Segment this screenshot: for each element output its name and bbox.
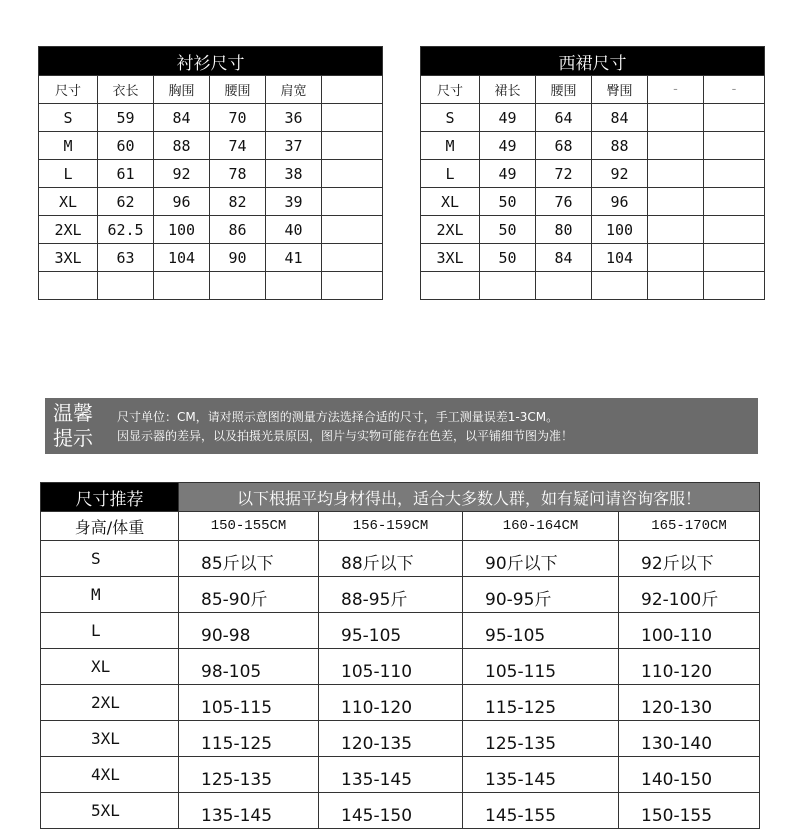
table-cell: S	[421, 104, 480, 132]
weight-range: 105-115	[463, 649, 619, 685]
table-cell: 50	[480, 244, 536, 272]
table-cell: 49	[480, 104, 536, 132]
shirt-size-table	[38, 46, 383, 300]
shirt-header-row	[39, 76, 383, 104]
table-cell	[704, 160, 765, 188]
table-cell: 104	[592, 244, 648, 272]
table-cell	[322, 132, 383, 160]
table-cell: 82	[210, 188, 266, 216]
table-cell: 84	[154, 104, 210, 132]
table-cell: 88	[154, 132, 210, 160]
weight-range: 125-135	[179, 757, 319, 793]
tips-label	[49, 401, 97, 451]
table-cell	[210, 272, 266, 300]
skirt-size-table	[420, 46, 765, 300]
table-cell: 62	[98, 188, 154, 216]
table-cell	[322, 272, 383, 300]
table-cell	[704, 216, 765, 244]
table-cell: 100	[154, 216, 210, 244]
table-cell	[704, 132, 765, 160]
weight-range: 90-95斤	[463, 577, 619, 613]
table-row	[41, 685, 760, 721]
range-label: 身高/体重	[41, 512, 179, 541]
table-cell: M	[39, 132, 98, 160]
height-range: 165-170CM	[619, 512, 760, 541]
table-cell: 78	[210, 160, 266, 188]
table-row	[39, 244, 383, 272]
skirt-header-row	[421, 76, 765, 104]
size-label: 3XL	[41, 721, 179, 757]
height-range-row	[41, 512, 760, 541]
table-row	[421, 160, 765, 188]
column-header: 腰围	[210, 76, 266, 104]
table-row	[39, 188, 383, 216]
table-cell	[704, 244, 765, 272]
table-cell: 37	[266, 132, 322, 160]
column-header: 臀围	[592, 76, 648, 104]
table-row	[421, 188, 765, 216]
table-cell: 104	[154, 244, 210, 272]
table-cell: 96	[154, 188, 210, 216]
weight-range: 110-120	[319, 685, 463, 721]
column-header: 尺寸	[421, 76, 480, 104]
table-cell	[704, 104, 765, 132]
table-row	[41, 541, 760, 577]
tips-banner	[45, 398, 758, 454]
tips-text	[117, 408, 573, 446]
weight-range: 135-145	[179, 793, 319, 829]
skirt-table-title: 西裙尺寸	[421, 47, 765, 76]
table-cell: 50	[480, 188, 536, 216]
recommendation-note: 以下根据平均身材得出，适合大多数人群，如有疑问请咨询客服！	[179, 483, 760, 512]
table-cell	[648, 132, 704, 160]
size-label: L	[41, 613, 179, 649]
weight-range: 90斤以下	[463, 541, 619, 577]
weight-range: 120-130	[619, 685, 760, 721]
table-cell	[322, 244, 383, 272]
table-cell: 36	[266, 104, 322, 132]
table-cell: 92	[592, 160, 648, 188]
table-cell	[322, 188, 383, 216]
table-cell	[154, 272, 210, 300]
table-cell: 2XL	[39, 216, 98, 244]
column-header: 腰围	[536, 76, 592, 104]
table-cell	[322, 160, 383, 188]
table-row	[41, 577, 760, 613]
table-cell: 49	[480, 132, 536, 160]
height-range: 160-164CM	[463, 512, 619, 541]
column-header: 肩宽	[266, 76, 322, 104]
tips-label-line2: 提示	[53, 426, 93, 450]
table-cell: 84	[536, 244, 592, 272]
table-row	[41, 793, 760, 829]
size-label: 2XL	[41, 685, 179, 721]
table-row	[421, 104, 765, 132]
table-cell	[704, 188, 765, 216]
table-cell: 86	[210, 216, 266, 244]
column-header: 衣长	[98, 76, 154, 104]
weight-range: 120-135	[319, 721, 463, 757]
table-cell: 96	[592, 188, 648, 216]
recommendation-header	[41, 483, 760, 512]
weight-range: 92-100斤	[619, 577, 760, 613]
table-cell	[648, 160, 704, 188]
weight-range: 135-145	[319, 757, 463, 793]
weight-range: 85斤以下	[179, 541, 319, 577]
table-cell: 68	[536, 132, 592, 160]
weight-range: 95-105	[463, 613, 619, 649]
table-cell	[266, 272, 322, 300]
column-header: 胸围	[154, 76, 210, 104]
weight-range: 85-90斤	[179, 577, 319, 613]
table-cell: 90	[210, 244, 266, 272]
table-row	[39, 216, 383, 244]
table-cell: 92	[154, 160, 210, 188]
table-row	[421, 272, 765, 300]
table-cell: 59	[98, 104, 154, 132]
table-cell: L	[421, 160, 480, 188]
table-cell	[648, 216, 704, 244]
weight-range: 105-115	[179, 685, 319, 721]
table-cell	[480, 272, 536, 300]
table-row	[41, 721, 760, 757]
table-cell: 70	[210, 104, 266, 132]
tips-line-2: 因显示器的差异，以及拍摄光景原因，图片与实物可能存在色差，以平铺细节图为准！	[117, 429, 574, 443]
weight-range: 100-110	[619, 613, 760, 649]
table-row	[39, 104, 383, 132]
size-label: 5XL	[41, 793, 179, 829]
weight-range: 130-140	[619, 721, 760, 757]
column-header	[322, 76, 383, 104]
size-label: XL	[41, 649, 179, 685]
table-cell: 63	[98, 244, 154, 272]
table-cell	[648, 104, 704, 132]
table-cell	[98, 272, 154, 300]
table-cell: 3XL	[421, 244, 480, 272]
shirt-table-title: 衬衫尺寸	[39, 47, 383, 76]
weight-range: 145-155	[463, 793, 619, 829]
table-cell: L	[39, 160, 98, 188]
table-cell: 74	[210, 132, 266, 160]
weight-range: 125-135	[463, 721, 619, 757]
weight-range: 105-110	[319, 649, 463, 685]
table-row	[41, 613, 760, 649]
table-cell	[322, 216, 383, 244]
weight-range: 90-98	[179, 613, 319, 649]
table-cell: 38	[266, 160, 322, 188]
table-cell: 80	[536, 216, 592, 244]
table-cell	[322, 104, 383, 132]
height-range: 156-159CM	[319, 512, 463, 541]
weight-range: 145-150	[319, 793, 463, 829]
table-row	[39, 160, 383, 188]
table-row	[39, 272, 383, 300]
table-cell: 72	[536, 160, 592, 188]
column-header: 尺寸	[39, 76, 98, 104]
weight-range: 95-105	[319, 613, 463, 649]
size-label: 4XL	[41, 757, 179, 793]
weight-range: 135-145	[463, 757, 619, 793]
weight-range: 115-125	[463, 685, 619, 721]
column-header: -	[704, 76, 765, 104]
weight-range: 140-150	[619, 757, 760, 793]
table-cell: 49	[480, 160, 536, 188]
table-cell: 41	[266, 244, 322, 272]
table-cell: 64	[536, 104, 592, 132]
table-cell: M	[421, 132, 480, 160]
table-cell: 76	[536, 188, 592, 216]
weight-range: 98-105	[179, 649, 319, 685]
table-cell: 60	[98, 132, 154, 160]
column-header: 裙长	[480, 76, 536, 104]
table-row	[421, 216, 765, 244]
table-cell: 84	[592, 104, 648, 132]
table-cell	[536, 272, 592, 300]
table-cell: S	[39, 104, 98, 132]
table-cell	[704, 272, 765, 300]
table-cell: 62.5	[98, 216, 154, 244]
table-cell	[592, 272, 648, 300]
table-cell: 3XL	[39, 244, 98, 272]
tips-label-line1: 温馨	[53, 401, 93, 425]
table-cell	[648, 244, 704, 272]
recommendation-title: 尺寸推荐	[41, 483, 179, 512]
table-cell	[39, 272, 98, 300]
table-row	[41, 757, 760, 793]
table-cell	[421, 272, 480, 300]
table-row	[421, 132, 765, 160]
size-recommendation-table	[40, 482, 760, 829]
table-cell: 100	[592, 216, 648, 244]
weight-range: 88斤以下	[319, 541, 463, 577]
column-header: -	[648, 76, 704, 104]
table-row	[41, 649, 760, 685]
table-cell	[648, 188, 704, 216]
size-label: M	[41, 577, 179, 613]
weight-range: 110-120	[619, 649, 760, 685]
tips-line-1: 尺寸单位：CM，请对照示意图的测量方法选择合适的尺寸，手工测量误差1-3CM。	[117, 410, 559, 424]
table-cell: XL	[39, 188, 98, 216]
table-row	[421, 244, 765, 272]
table-cell: 61	[98, 160, 154, 188]
height-range: 150-155CM	[179, 512, 319, 541]
size-label: S	[41, 541, 179, 577]
weight-range: 88-95斤	[319, 577, 463, 613]
weight-range: 150-155	[619, 793, 760, 829]
weight-range: 115-125	[179, 721, 319, 757]
table-cell: 88	[592, 132, 648, 160]
table-cell: 2XL	[421, 216, 480, 244]
table-cell: 40	[266, 216, 322, 244]
table-row	[39, 132, 383, 160]
table-cell: 39	[266, 188, 322, 216]
table-cell	[648, 272, 704, 300]
table-cell: 50	[480, 216, 536, 244]
weight-range: 92斤以下	[619, 541, 760, 577]
table-cell: XL	[421, 188, 480, 216]
